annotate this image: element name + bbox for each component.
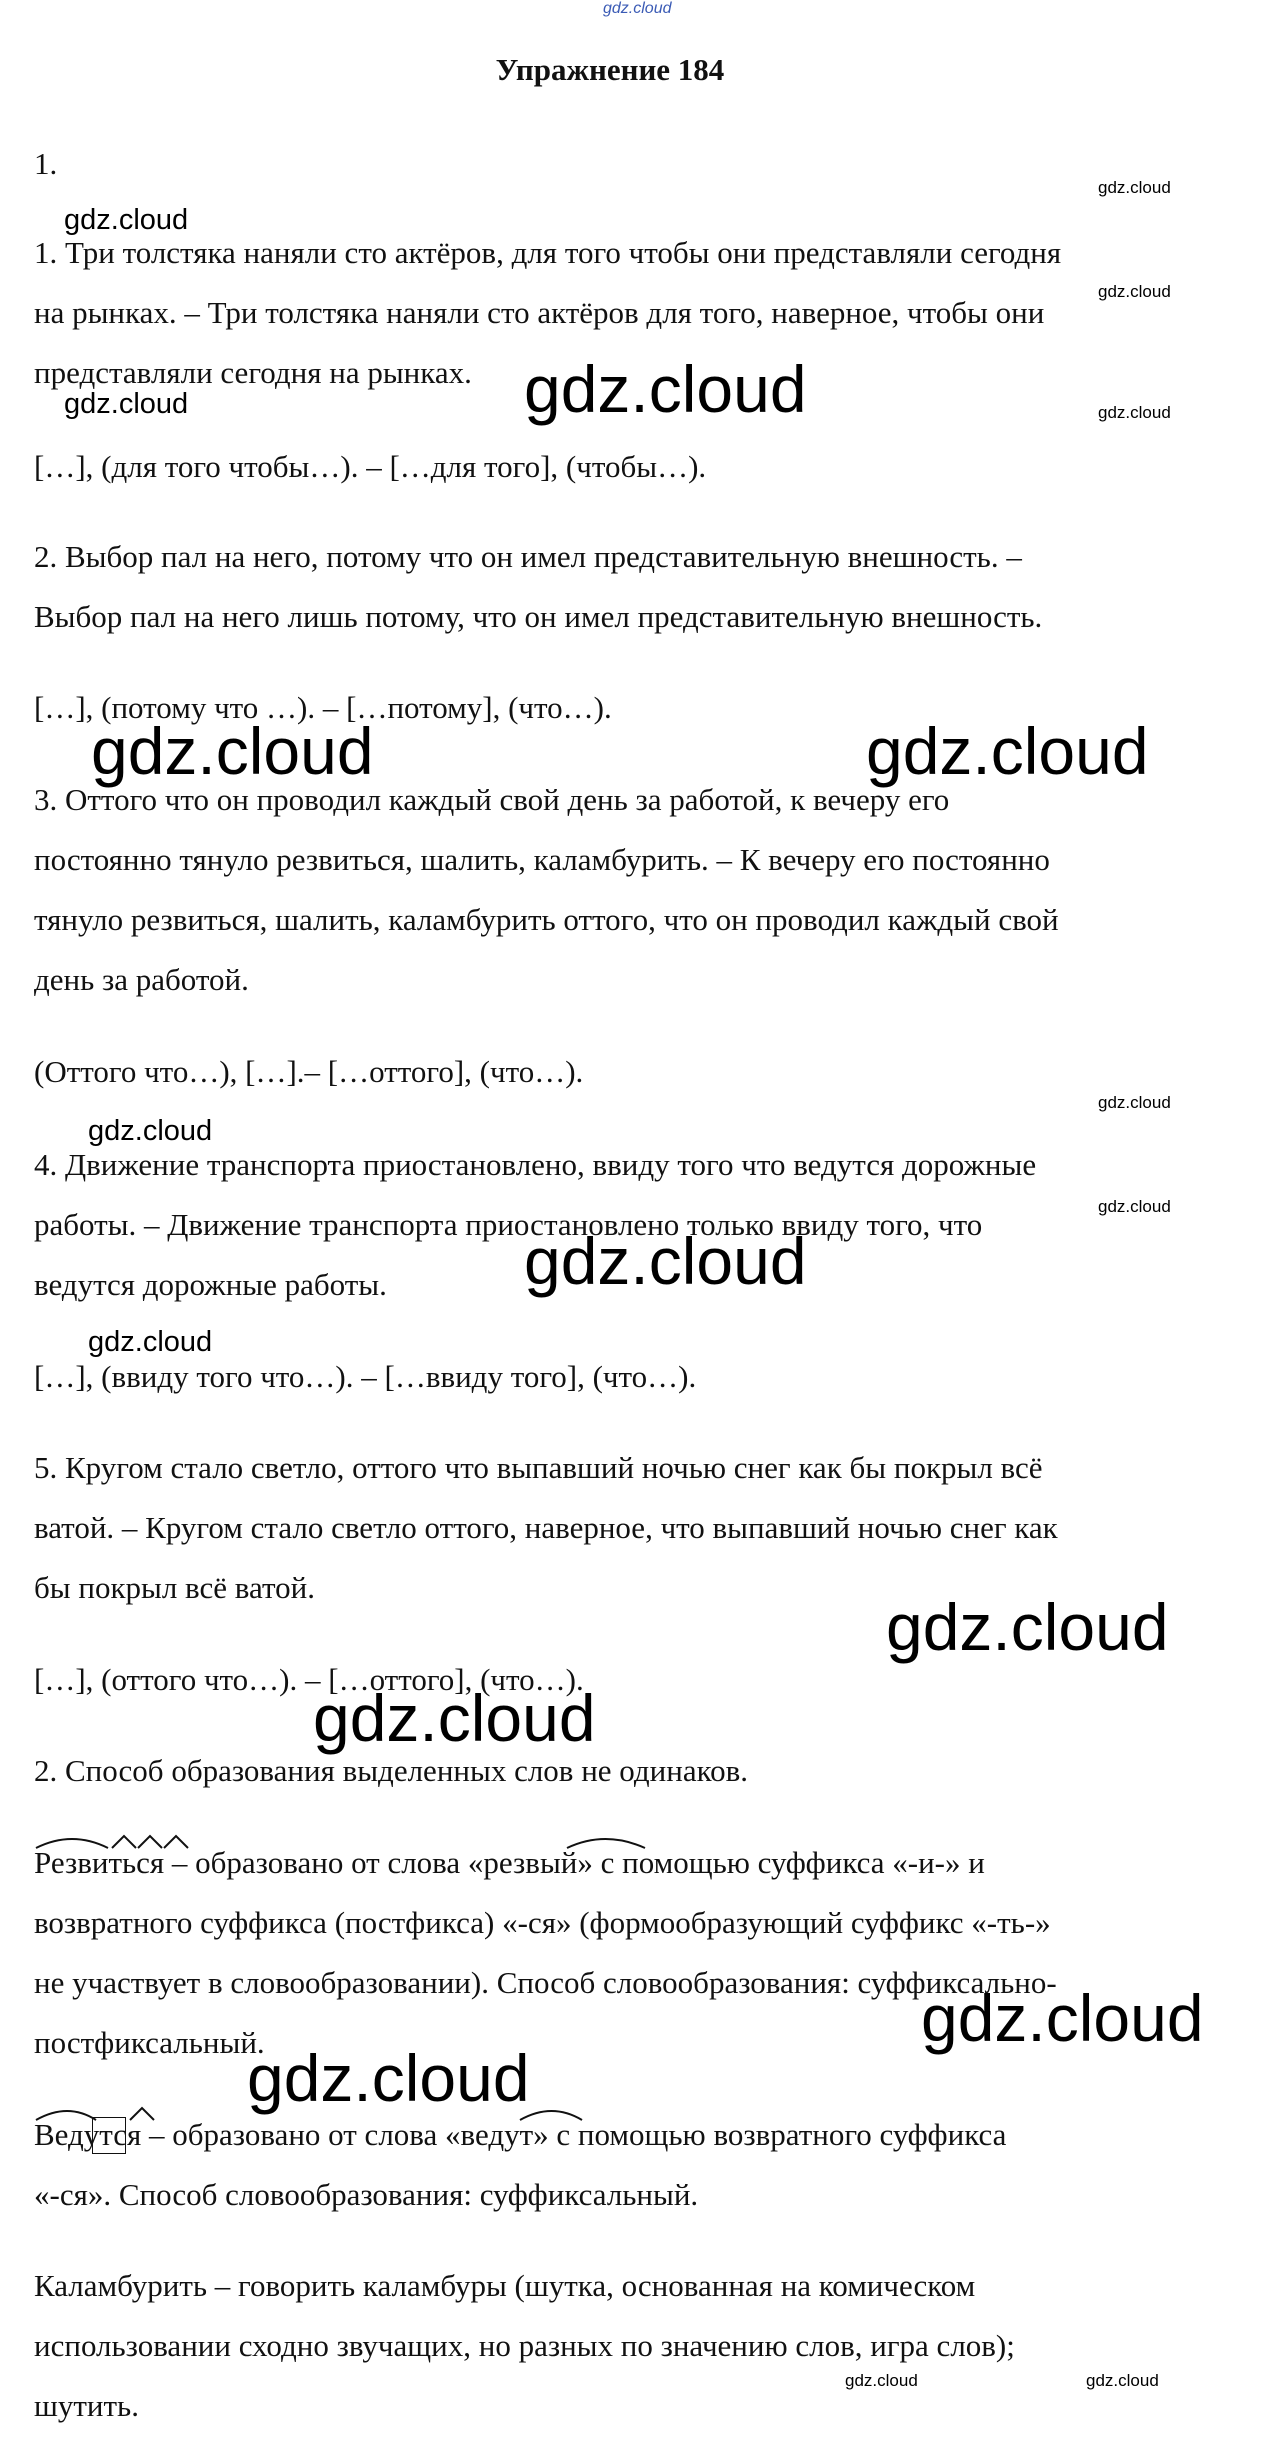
watermark: gdz.cloud [866, 714, 1149, 788]
watermark: gdz.cloud [845, 2371, 918, 2390]
text-line: работы. – Движение транспорта приостановлено только ввиду того, что [34, 1207, 983, 1242]
watermark: gdz.cloud [88, 1326, 213, 1358]
watermark: gdz.cloud [921, 1981, 1204, 2055]
suffix-caret-mark [128, 2102, 188, 2124]
watermark: gdz.cloud [247, 2041, 530, 2115]
watermark: gdz.cloud [1098, 1093, 1171, 1112]
text-line: 4. Движение транспорта приостановлено, ввиду того что ведутся дорожные [34, 1147, 1037, 1182]
text-line: 2. Способ образования выделенных слов не одинаков. [34, 1753, 748, 1788]
watermark: gdz.cloud [64, 204, 189, 236]
text-line: Каламбурить – говорить каламбуры (шутка, основанная на комическом [34, 2268, 976, 2303]
text-line: 1. Три толстяка наняли сто актёров, для того чтобы они представляли сегодня [34, 235, 1062, 270]
text-line: тянуло резвиться, шалить, каламбурить оттого, что он проводил каждый свой [34, 902, 1059, 937]
part-number: 1. [34, 146, 58, 181]
text-line: ватой. – Кругом стало светло оттого, наверное, что выпавший ночью снег как [34, 1510, 1058, 1545]
watermark: gdz.cloud [1086, 2371, 1159, 2390]
top-watermark: gdz.cloud [603, 0, 672, 17]
text-line: 3. Оттого что он проводил каждый свой день за работой, к вечеру его [34, 782, 950, 817]
watermark: gdz.cloud [313, 1681, 596, 1755]
root-arc-mark [518, 2102, 598, 2124]
text-line: на рынках. – Три толстяка наняли сто актёров для того, наверное, чтобы они [34, 295, 1045, 330]
text-line: […], (потому что …). – […потому], (что…). [34, 690, 612, 725]
text-line: постфиксальный. [34, 2025, 265, 2060]
text-line: «-ся». Способ словообразования: суффиксальный. [34, 2177, 699, 2212]
text-line: постоянно тянуло резвиться, шалить, каламбурить. – К вечеру его постоянно [34, 842, 1050, 877]
text-line: ведутся дорожные работы. [34, 1267, 387, 1302]
watermark: gdz.cloud [1098, 178, 1171, 197]
text-line: 2. Выбор пал на него, потому что он имел представительную внешность. – [34, 539, 1022, 574]
watermark: gdz.cloud [1098, 403, 1171, 422]
watermark: gdz.cloud [88, 1115, 213, 1147]
text-line: Резвиться – образовано от слова «резвый» с помощью суффикса «-и-» и [34, 1845, 985, 1880]
ending-box-mark [92, 2117, 126, 2154]
text-line: Ведутся – образовано от слова «ведут» с помощью возвратного суффикса [34, 2117, 1007, 2152]
text-line: Выбор пал на него лишь потому, что он имел представительную внешность. [34, 599, 1043, 634]
page-title: Упражнение 184 [495, 52, 725, 87]
suffix-caret-mark [110, 1830, 190, 1852]
watermark: gdz.cloud [1098, 1197, 1171, 1216]
text-line: использовании сходно звучащих, но разных по значению слов, игра слов); [34, 2328, 1015, 2363]
root-arc-mark [565, 1830, 685, 1852]
watermark: gdz.cloud [64, 388, 189, 420]
watermark: gdz.cloud [886, 1590, 1169, 1664]
text-line: […], (оттого что…). – […оттого], (что…). [34, 1662, 584, 1697]
watermark: gdz.cloud [524, 352, 807, 426]
text-line: возвратного суффикса (постфикса) «-ся» (формообразующий суффикс «-ть-» [34, 1905, 1051, 1940]
text-line: (Оттого что…), […].– […оттого], (что…). [34, 1054, 584, 1089]
text-line: день за работой. [34, 962, 249, 997]
text-line: не участвует в словообразовании). Способ словообразования: суффиксально- [34, 1965, 1057, 2000]
text-line: […], (для того чтобы…). – […для того], (чтобы…). [34, 449, 707, 484]
text-line: представляли сегодня на рынках. [34, 355, 472, 390]
watermark: gdz.cloud [91, 714, 374, 788]
text-line: бы покрыл всё ватой. [34, 1570, 315, 1605]
watermark: gdz.cloud [1098, 282, 1171, 301]
text-line: шутить. [34, 2388, 139, 2423]
text-line: 5. Кругом стало светло, оттого что выпавший ночью снег как бы покрыл всё [34, 1450, 1043, 1485]
watermark: gdz.cloud [524, 1224, 807, 1298]
text-line: […], (ввиду того что…). – […ввиду того], (что…). [34, 1359, 697, 1394]
